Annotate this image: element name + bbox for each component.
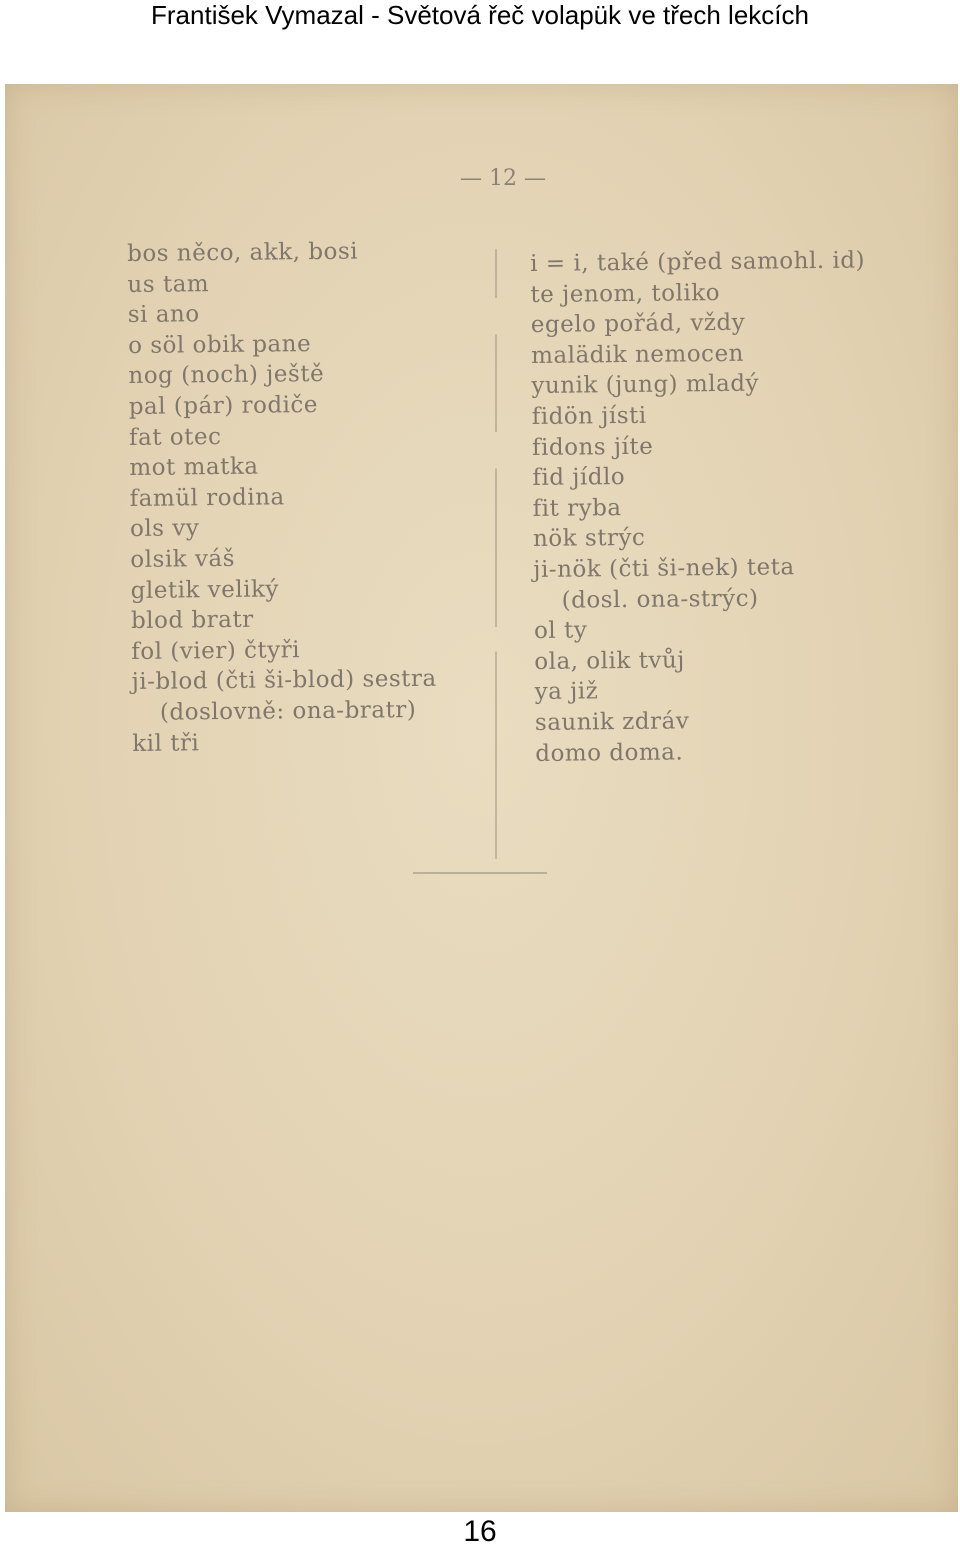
left-column bbox=[127, 235, 492, 759]
folio-number: — 12 — bbox=[460, 166, 546, 191]
vocab-line: fidons jíte bbox=[531, 433, 654, 461]
vocab-line: ola, olik tvůj bbox=[534, 647, 685, 675]
vocab-line: olsik váš bbox=[130, 545, 236, 573]
vocab-line: yunik (jung) mladý bbox=[531, 370, 760, 400]
vocab-line: ols vy bbox=[129, 515, 200, 543]
vocab-line: o söl obik pane bbox=[127, 330, 312, 359]
right-column bbox=[530, 245, 895, 769]
scanned-page bbox=[5, 84, 958, 1512]
vocab-line: te jenom, toliko bbox=[530, 279, 721, 308]
vocab-line: i = i, také (před samohl. id) bbox=[530, 247, 866, 277]
column-divider bbox=[495, 249, 497, 859]
document-title: František Vymazal - Světová řeč volapük ve třech lekcích bbox=[151, 0, 809, 30]
vocab-line: fid jídlo bbox=[532, 464, 626, 492]
vocab-line: (doslovně: ona-bratr) bbox=[159, 696, 417, 726]
vocab-line: gletik veliký bbox=[130, 575, 280, 604]
vocab-line: famül rodina bbox=[129, 484, 285, 512]
vocab-line: nök strýc bbox=[532, 525, 646, 553]
vocab-line: fit ryba bbox=[532, 494, 622, 522]
vocab-line: fat otec bbox=[128, 423, 222, 451]
vocab-line: us tam bbox=[127, 270, 210, 298]
vocab-line: si ano bbox=[127, 301, 200, 329]
vocab-line: (dosl. ona-strýc) bbox=[561, 585, 759, 614]
vocab-line: egelo pořád, vždy bbox=[530, 309, 746, 339]
vocab-line: malädik nemocen bbox=[530, 340, 745, 369]
vocab-line: pal (pár) rodiče bbox=[128, 391, 319, 420]
vocab-line: blod bratr bbox=[130, 606, 254, 635]
vocab-line: kil tři bbox=[132, 729, 200, 757]
vocab-line: fol (vier) čtyři bbox=[131, 636, 301, 665]
vocab-line: bos něco, akk, bosi bbox=[127, 238, 359, 267]
vocab-line: ol ty bbox=[533, 617, 588, 645]
vocab-line: ji-blod (čti ši-blod) sestra bbox=[131, 666, 437, 696]
vocab-line: nog (noch) ještě bbox=[128, 361, 325, 390]
vocab-line: domo doma. bbox=[535, 738, 684, 767]
vocab-line: fidön jísti bbox=[531, 402, 647, 430]
vocab-line: mot matka bbox=[129, 453, 259, 482]
vocab-line: ji-nök (čti ši-nek) teta bbox=[533, 554, 795, 583]
vocab-line: saunik zdráv bbox=[534, 708, 690, 736]
vocab-line: ya již bbox=[534, 678, 599, 706]
end-rule bbox=[413, 872, 547, 874]
page-number: 16 bbox=[463, 1515, 497, 1548]
